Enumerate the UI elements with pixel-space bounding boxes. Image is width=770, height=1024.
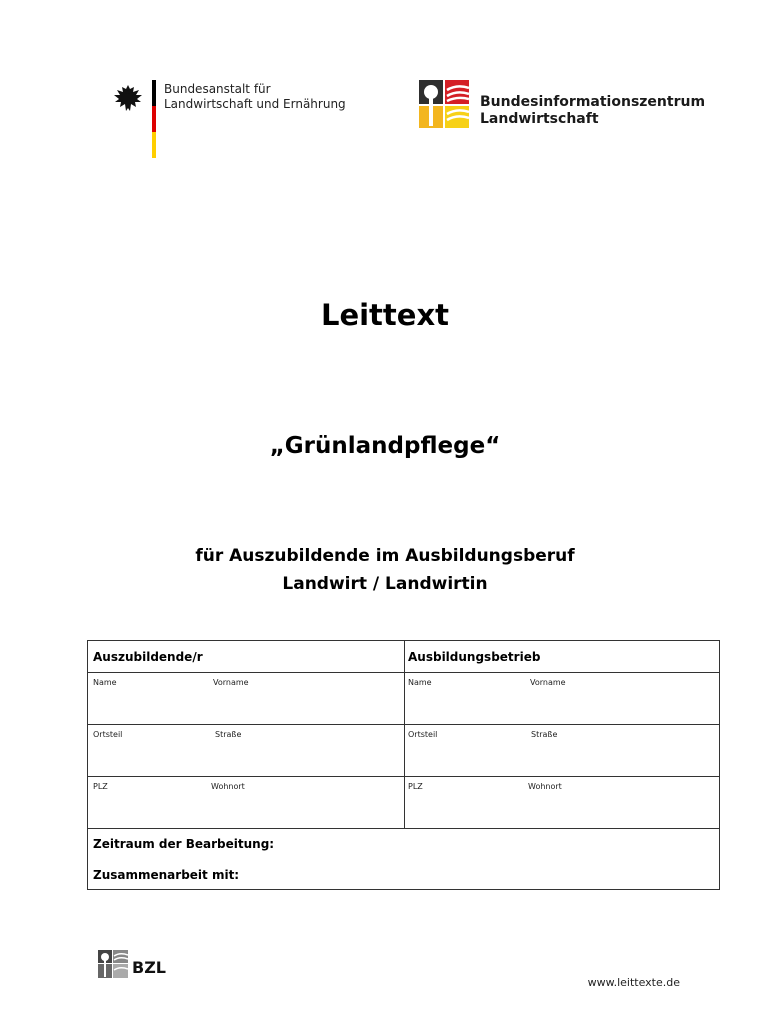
company-ortsteil-label: Ortsteil: [408, 730, 438, 739]
footer-bzl-logo: [98, 950, 178, 980]
company-name-label: Name: [408, 678, 432, 687]
company-wohnort-label: Wohnort: [528, 782, 562, 791]
document-topic: „Grünlandpflege“: [269, 433, 501, 459]
trainee-name-label: Name: [93, 678, 117, 687]
bzl-name-line2: Landwirtschaft: [480, 111, 599, 127]
ble-logo: [112, 80, 362, 162]
footer-url[interactable]: www.leittexte.de: [587, 976, 680, 989]
trainee-strasse-label: Straße: [215, 730, 242, 739]
company-strasse-label: Straße: [531, 730, 558, 739]
trainee-plz-label: PLZ: [93, 782, 108, 791]
trainee-form-table: [87, 640, 720, 890]
company-vorname-label: Vorname: [530, 678, 566, 687]
period-label: Zeitraum der Bearbeitung:: [93, 837, 275, 851]
footer-logo-text: BZL: [132, 958, 166, 977]
company-header: Ausbildungsbetrieb: [408, 650, 541, 664]
row-divider: [88, 724, 719, 725]
federal-eagle-icon: [112, 83, 144, 115]
row-divider: [88, 672, 719, 673]
german-flag-stripe: [152, 80, 156, 158]
ble-name: [164, 82, 346, 112]
trainee-vorname-label: Vorname: [213, 678, 249, 687]
document-title: Leittext: [320, 298, 450, 332]
bzl-name-line1: Bundesinformationszentrum: [480, 94, 706, 110]
ble-name-line1: Bundesanstalt für: [164, 82, 271, 96]
document-subtitle-line2: Landwirt / Landwirtin: [282, 574, 488, 594]
row-divider: [88, 776, 719, 777]
row-divider: [88, 828, 719, 829]
bzl-name: [480, 94, 705, 128]
document-subtitle-line1: für Auszubildende im Ausbildungsberuf: [195, 546, 575, 566]
column-divider: [404, 641, 405, 828]
bzl-tree-mark-icon: [419, 80, 469, 128]
collaboration-label: Zusammenarbeit mit:: [93, 868, 240, 882]
bzl-logo: [419, 80, 709, 130]
trainee-ortsteil-label: Ortsteil: [93, 730, 123, 739]
trainee-wohnort-label: Wohnort: [211, 782, 245, 791]
footer-bzl-mark-icon: [98, 950, 128, 978]
ble-name-line2: Landwirtschaft und Ernährung: [164, 97, 346, 111]
company-plz-label: PLZ: [408, 782, 423, 791]
trainee-header: Auszubildende/r: [93, 650, 203, 664]
